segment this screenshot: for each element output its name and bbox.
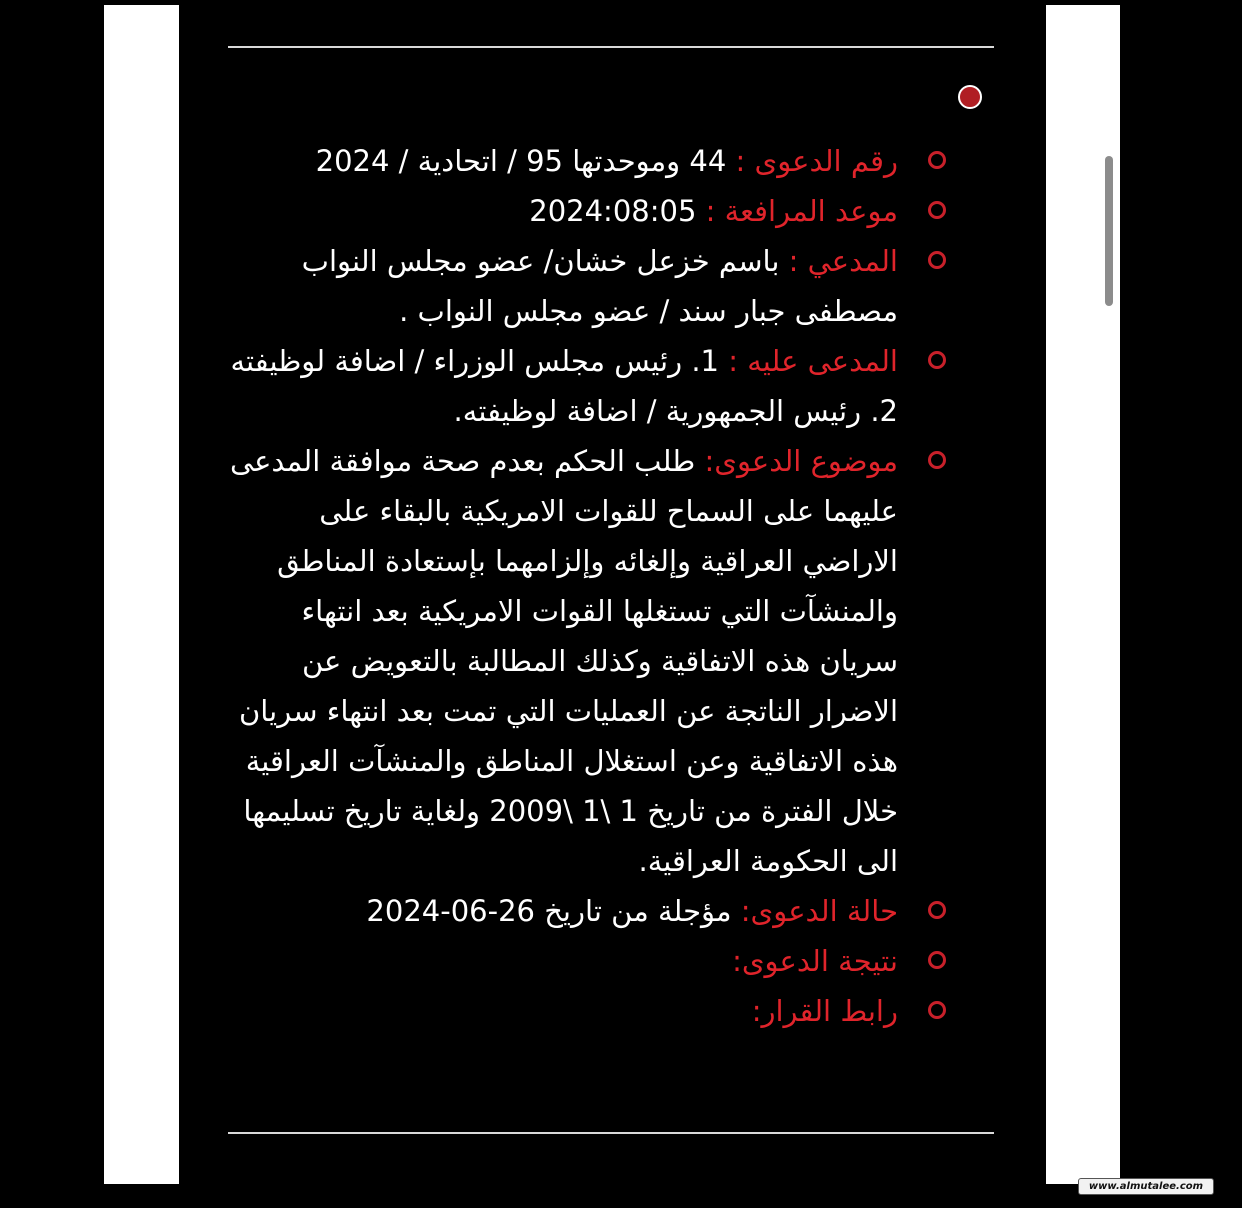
scrollbar-thumb[interactable] — [1105, 156, 1113, 306]
plaintiff-label: المدعي : — [788, 244, 898, 278]
list-item-defendant — [228, 336, 898, 436]
list-item-decision-link — [228, 986, 898, 1036]
decision-link-label: رابط القرار: — [751, 994, 898, 1028]
case-subject-value: طلب الحكم بعدم صحة موافقة المدعى عليهما على السماح للقوات الامريكية بالبقاء على الاراضي العراقية وإلغائه وإلزامهما بإستعادة المناطق والمنشآت التي تستغلها القوات الامريكية بعد انتهاء سريان هذه الاتفاقية وكذلك المطالبة بالتعويض عن الاضرار الناتجة عن العمليات التي تمت بعد انتهاء سريان هذه الاتفاقية وعن استغلال المناطق والمنشآت العراقية خلال الفترة من تاريخ 1 \1 \2009 ولغاية تاريخ تسليمها الى الحكومة العراقية. — [229, 444, 898, 878]
list-item-case-number — [228, 136, 898, 186]
case-details-list — [228, 136, 898, 1036]
case-status-label: حالة الدعوى: — [740, 894, 898, 928]
circle-bullet-icon — [928, 201, 946, 219]
list-item-hearing-date — [228, 186, 898, 236]
bottom-divider — [228, 1132, 994, 1134]
case-number-value: 44 وموحدتها 95 / اتحادية / 2024 — [315, 144, 736, 178]
circle-bullet-icon — [928, 451, 946, 469]
list-item-case-subject — [228, 436, 898, 886]
case-result-label: نتيجة الدعوى: — [732, 944, 898, 978]
case-subject-label: موضوع الدعوى: — [704, 444, 898, 478]
site-watermark: www.almutalee.com — [1078, 1178, 1214, 1195]
circle-bullet-icon — [928, 351, 946, 369]
circle-bullet-icon — [928, 151, 946, 169]
circle-bullet-icon — [928, 901, 946, 919]
list-item-plaintiff — [228, 236, 898, 336]
defendant-label: المدعى عليه : — [728, 344, 898, 378]
list-item-case-result — [228, 936, 898, 986]
list-item-case-status — [228, 886, 898, 936]
section-bullet-icon — [958, 85, 982, 109]
defendant-value: 1. رئيس مجلس الوزراء / اضافة لوظيفته 2. رئيس الجمهورية / اضافة لوظيفته. — [230, 344, 898, 428]
case-status-value: مؤجلة من تاريخ 26-06-2024 — [366, 894, 741, 928]
circle-bullet-icon — [928, 251, 946, 269]
hearing-date-label: موعد المرافعة : — [705, 194, 898, 228]
case-number-label: رقم الدعوى : — [735, 144, 898, 178]
circle-bullet-icon — [928, 1001, 946, 1019]
top-divider — [228, 46, 994, 48]
hearing-date-value: 2024:08:05 — [529, 194, 706, 228]
circle-bullet-icon — [928, 951, 946, 969]
plaintiff-value: باسم خزعل خشان/ عضو مجلس النواب مصطفى جبار سند / عضو مجلس النواب . — [301, 244, 898, 328]
left-margin-strip — [104, 5, 179, 1184]
